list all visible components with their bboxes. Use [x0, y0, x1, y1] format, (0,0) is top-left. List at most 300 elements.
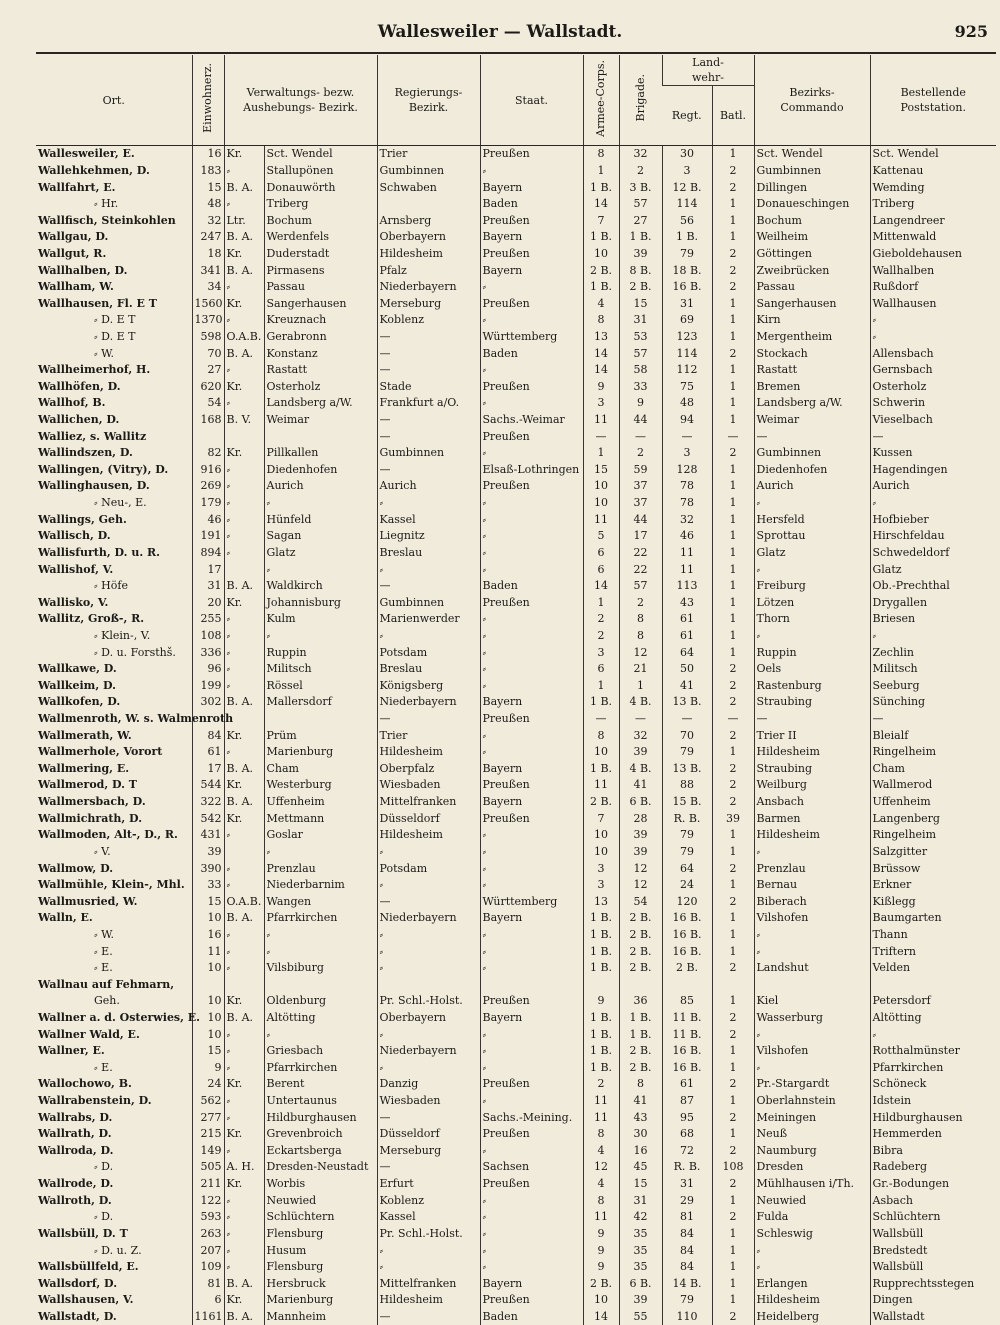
- cell-commando: Bernau: [754, 877, 870, 894]
- cell-regierung: Frankfurt a/O.: [377, 395, 480, 412]
- cell-bezirk: Militsch: [264, 661, 377, 678]
- cell-regierung: ⸗: [377, 1259, 480, 1276]
- cell-staat: ⸗: [480, 395, 583, 412]
- cell-batl: 1: [712, 379, 754, 396]
- cell-ort: ⸗ E.: [36, 943, 192, 960]
- cell-staat: Sachs.-Weimar: [480, 412, 583, 429]
- cell-ort: Wallrath, D.: [36, 1126, 192, 1143]
- cell-armee: 10: [583, 744, 619, 761]
- cell-einwohner: 199: [192, 678, 224, 695]
- cell-bezirk: Pirmasens: [264, 262, 377, 279]
- table-row: [36, 1192, 996, 1209]
- cell-regierung: ⸗: [377, 1242, 480, 1259]
- cell-regt: 3: [662, 163, 712, 180]
- cell-staat: Bayern: [480, 179, 583, 196]
- cell-ort: Wallmichrath, D.: [36, 810, 192, 827]
- cell-armee: 14: [583, 345, 619, 362]
- cell-regierung: Düsseldorf: [377, 1126, 480, 1143]
- cell-regierung: ⸗: [377, 877, 480, 894]
- cell-staat: Bayern: [480, 262, 583, 279]
- cell-regt: 3: [662, 445, 712, 462]
- cell-commando: Hildesheim: [754, 744, 870, 761]
- cell-bezirk: ⸗: [264, 927, 377, 944]
- cell-verwaltungstyp: ⸗: [224, 860, 264, 877]
- cell-regierung: Merseburg: [377, 1143, 480, 1160]
- cell-regt: 14 B.: [662, 1275, 712, 1292]
- cell-commando: Donaueschingen: [754, 196, 870, 213]
- table-row: [36, 495, 996, 512]
- cell-commando: Passau: [754, 279, 870, 296]
- cell-commando: —: [754, 711, 870, 728]
- cell-einwohner: 10: [192, 1026, 224, 1043]
- cell-bezirk: Landsberg a/W.: [264, 395, 377, 412]
- cell-commando: Rastenburg: [754, 678, 870, 695]
- cell-brigade: 2: [619, 445, 662, 462]
- table-row: [36, 379, 996, 396]
- cell-poststation: Briesen: [870, 611, 996, 628]
- cell-regt: 11: [662, 545, 712, 562]
- cell-bezirk: Glatz: [264, 545, 377, 562]
- cell-commando: Vilshofen: [754, 1043, 870, 1060]
- cell-bezirk: Gerabronn: [264, 329, 377, 346]
- cell-bezirk: Prüm: [264, 727, 377, 744]
- table-row: [36, 578, 996, 595]
- table-row: [36, 1126, 996, 1143]
- cell-commando: Ruppin: [754, 644, 870, 661]
- cell-regt: 48: [662, 395, 712, 412]
- cell-brigade: 17: [619, 528, 662, 545]
- cell-batl: 1: [712, 196, 754, 213]
- cell-brigade: 57: [619, 345, 662, 362]
- cell-regt: 16 B.: [662, 910, 712, 927]
- gazetteer-table: [36, 55, 996, 1325]
- cell-poststation: Bibra: [870, 1143, 996, 1160]
- cell-batl: 2: [712, 1026, 754, 1043]
- table-row: [36, 246, 996, 263]
- cell-bezirk: Konstanz: [264, 345, 377, 362]
- cell-einwohner: 336: [192, 644, 224, 661]
- header-regierung: Regierungs- Bezirk.: [377, 55, 480, 146]
- cell-verwaltungstyp: ⸗: [224, 744, 264, 761]
- cell-armee: 1 B.: [583, 179, 619, 196]
- cell-commando: ⸗: [754, 1060, 870, 1077]
- cell-verwaltungstyp: ⸗: [224, 1026, 264, 1043]
- cell-brigade: 1 B.: [619, 1026, 662, 1043]
- table-row: [36, 163, 996, 180]
- cell-verwaltungstyp: ⸗: [224, 528, 264, 545]
- cell-commando: —: [754, 428, 870, 445]
- cell-poststation: Triftern: [870, 943, 996, 960]
- cell-armee: 14: [583, 196, 619, 213]
- cell-staat: ⸗: [480, 1259, 583, 1276]
- cell-regt: 114: [662, 196, 712, 213]
- cell-armee: 1 B.: [583, 229, 619, 246]
- cell-regierung: Erfurt: [377, 1176, 480, 1193]
- cell-poststation: Salzgitter: [870, 844, 996, 861]
- cell-einwohner: 17: [192, 561, 224, 578]
- cell-ort: Wallshausen, V.: [36, 1292, 192, 1309]
- cell-brigade: 2 B.: [619, 943, 662, 960]
- cell-ort: Wallmerod, D. T: [36, 777, 192, 794]
- cell-einwohner: [192, 976, 224, 993]
- cell-verwaltungstyp: ⸗: [224, 644, 264, 661]
- cell-poststation: Ob.-Prechthal: [870, 578, 996, 595]
- cell-regt: 13 B.: [662, 761, 712, 778]
- table-row: [36, 1043, 996, 1060]
- cell-ort: Wallisfurth, D. u. R.: [36, 545, 192, 562]
- cell-verwaltungstyp: ⸗: [224, 678, 264, 695]
- cell-bezirk: Johannisburg: [264, 594, 377, 611]
- cell-batl: 1: [712, 312, 754, 329]
- cell-poststation: Osterholz: [870, 379, 996, 396]
- cell-regt: 87: [662, 1093, 712, 1110]
- cell-armee: 2 B.: [583, 794, 619, 811]
- cell-poststation: Wallsbüll: [870, 1259, 996, 1276]
- cell-poststation: Aurich: [870, 478, 996, 495]
- cell-bezirk: Untertaunus: [264, 1093, 377, 1110]
- cell-commando: Sangerhausen: [754, 295, 870, 312]
- cell-staat: Bayern: [480, 794, 583, 811]
- cell-armee: 3: [583, 860, 619, 877]
- cell-armee: 7: [583, 810, 619, 827]
- table-row: [36, 345, 996, 362]
- cell-verwaltungstyp: [224, 428, 264, 445]
- cell-armee: 3: [583, 395, 619, 412]
- table-row: [36, 960, 996, 977]
- cell-regt: 110: [662, 1309, 712, 1325]
- cell-armee: 8: [583, 146, 619, 163]
- cell-poststation: Petersdorf: [870, 993, 996, 1010]
- cell-verwaltungstyp: ⸗: [224, 1109, 264, 1126]
- cell-bezirk: Altötting: [264, 1010, 377, 1027]
- cell-regt: 56: [662, 212, 712, 229]
- table-row: [36, 844, 996, 861]
- cell-brigade: 1: [619, 678, 662, 695]
- cell-verwaltungstyp: ⸗: [224, 511, 264, 528]
- cell-einwohner: 598: [192, 329, 224, 346]
- cell-ort: ⸗ D.: [36, 1209, 192, 1226]
- cell-poststation: Rußdorf: [870, 279, 996, 296]
- cell-ort: Wallham, W.: [36, 279, 192, 296]
- cell-einwohner: 81: [192, 1275, 224, 1292]
- cell-regt: [662, 976, 712, 993]
- table-row: [36, 727, 996, 744]
- cell-regt: 78: [662, 478, 712, 495]
- cell-commando: Meiningen: [754, 1109, 870, 1126]
- cell-einwohner: 34: [192, 279, 224, 296]
- cell-regierung: Liegnitz: [377, 528, 480, 545]
- cell-batl: 1: [712, 295, 754, 312]
- cell-ort: Wallmerhole, Vorort: [36, 744, 192, 761]
- cell-einwohner: 215: [192, 1126, 224, 1143]
- cell-bezirk: ⸗: [264, 943, 377, 960]
- cell-regierung: —: [377, 893, 480, 910]
- cell-ort: Wallitz, Groß-, R.: [36, 611, 192, 628]
- cell-verwaltungstyp: Kr.: [224, 1176, 264, 1193]
- cell-armee: 13: [583, 329, 619, 346]
- cell-armee: 5: [583, 528, 619, 545]
- cell-ort: Wallmühle, Klein-, Mhl.: [36, 877, 192, 894]
- cell-einwohner: 620: [192, 379, 224, 396]
- cell-verwaltungstyp: ⸗: [224, 395, 264, 412]
- cell-regierung: Niederbayern: [377, 1043, 480, 1060]
- cell-einwohner: 894: [192, 545, 224, 562]
- cell-commando: Neuwied: [754, 1192, 870, 1209]
- cell-poststation: Bredstedt: [870, 1242, 996, 1259]
- table-row: [36, 445, 996, 462]
- table-row: [36, 1226, 996, 1243]
- cell-ort: Wallstadt, D.: [36, 1309, 192, 1325]
- cell-bezirk: Eckartsberga: [264, 1143, 377, 1160]
- cell-einwohner: 562: [192, 1093, 224, 1110]
- cell-brigade: 37: [619, 495, 662, 512]
- cell-bezirk: Niederbarnim: [264, 877, 377, 894]
- cell-verwaltungstyp: O.A.B.: [224, 893, 264, 910]
- table-row: [36, 1309, 996, 1325]
- cell-regt: 79: [662, 844, 712, 861]
- cell-ort: Wallsdorf, D.: [36, 1275, 192, 1292]
- cell-bezirk: Cham: [264, 761, 377, 778]
- cell-staat: Preußen: [480, 1292, 583, 1309]
- cell-einwohner: 54: [192, 395, 224, 412]
- table-row: [36, 478, 996, 495]
- cell-staat: ⸗: [480, 960, 583, 977]
- cell-brigade: 3 B.: [619, 179, 662, 196]
- cell-verwaltungstyp: Kr.: [224, 445, 264, 462]
- cell-commando: Vilshofen: [754, 910, 870, 927]
- cell-bezirk: ⸗: [264, 628, 377, 645]
- cell-commando: Mergentheim: [754, 329, 870, 346]
- cell-einwohner: 1560: [192, 295, 224, 312]
- cell-batl: 2: [712, 960, 754, 977]
- cell-staat: ⸗: [480, 611, 583, 628]
- cell-regt: 114: [662, 345, 712, 362]
- cell-poststation: Langenberg: [870, 810, 996, 827]
- cell-regierung: Hildesheim: [377, 246, 480, 263]
- cell-regt: 15 B.: [662, 794, 712, 811]
- cell-regierung: ⸗: [377, 943, 480, 960]
- cell-armee: 4: [583, 1143, 619, 1160]
- cell-einwohner: 33: [192, 877, 224, 894]
- cell-verwaltungstyp: ⸗: [224, 279, 264, 296]
- cell-bezirk: Waldkirch: [264, 578, 377, 595]
- cell-brigade: 4 B.: [619, 694, 662, 711]
- header-einwohner: [192, 55, 224, 146]
- cell-batl: 1: [712, 644, 754, 661]
- cell-batl: 1: [712, 545, 754, 562]
- cell-poststation: —: [870, 428, 996, 445]
- cell-poststation: Allensbach: [870, 345, 996, 362]
- cell-commando: Diedenhofen: [754, 462, 870, 479]
- cell-ort: Wallrabenstein, D.: [36, 1093, 192, 1110]
- cell-einwohner: 277: [192, 1109, 224, 1126]
- cell-commando: Hersfeld: [754, 511, 870, 528]
- cell-poststation: Drygallen: [870, 594, 996, 611]
- cell-brigade: 12: [619, 860, 662, 877]
- cell-batl: 2: [712, 694, 754, 711]
- cell-bezirk: Hünfeld: [264, 511, 377, 528]
- cell-verwaltungstyp: B. A.: [224, 794, 264, 811]
- cell-ort: Wallmoden, Alt-, D., R.: [36, 827, 192, 844]
- cell-staat: Preußen: [480, 594, 583, 611]
- cell-commando: Naumburg: [754, 1143, 870, 1160]
- cell-staat: Preußen: [480, 810, 583, 827]
- cell-commando: Trier II: [754, 727, 870, 744]
- cell-armee: 1 B.: [583, 960, 619, 977]
- cell-einwohner: 16: [192, 146, 224, 163]
- cell-einwohner: 1370: [192, 312, 224, 329]
- cell-verwaltungstyp: ⸗: [224, 1060, 264, 1077]
- cell-batl: 1: [712, 1192, 754, 1209]
- cell-regierung: Mittelfranken: [377, 794, 480, 811]
- cell-ort: ⸗ W.: [36, 345, 192, 362]
- cell-einwohner: 109: [192, 1259, 224, 1276]
- cell-regierung: Koblenz: [377, 312, 480, 329]
- cell-regierung: ⸗: [377, 844, 480, 861]
- cell-staat: ⸗: [480, 628, 583, 645]
- cell-batl: 1: [712, 229, 754, 246]
- cell-commando: Göttingen: [754, 246, 870, 263]
- cell-ort: ⸗ D. u. Forsthš.: [36, 644, 192, 661]
- cell-commando: Dillingen: [754, 179, 870, 196]
- cell-armee: 9: [583, 1242, 619, 1259]
- cell-batl: 1: [712, 212, 754, 229]
- cell-verwaltungstyp: Kr.: [224, 146, 264, 163]
- cell-brigade: 44: [619, 412, 662, 429]
- cell-regt: 84: [662, 1226, 712, 1243]
- cell-armee: 10: [583, 844, 619, 861]
- cell-armee: 4: [583, 295, 619, 312]
- header-landwehr: Land- wehr-: [662, 55, 754, 86]
- cell-verwaltungstyp: B. A.: [224, 229, 264, 246]
- cell-armee: 1 B.: [583, 279, 619, 296]
- table-row: [36, 146, 996, 163]
- cell-verwaltungstyp: Kr.: [224, 246, 264, 263]
- cell-ort: Wallkeim, D.: [36, 678, 192, 695]
- table-row: [36, 279, 996, 296]
- cell-verwaltungstyp: B. A.: [224, 910, 264, 927]
- cell-staat: Preußen: [480, 212, 583, 229]
- cell-brigade: 1 B.: [619, 1010, 662, 1027]
- cell-bezirk: Passau: [264, 279, 377, 296]
- cell-verwaltungstyp: ⸗: [224, 1192, 264, 1209]
- cell-batl: 1: [712, 362, 754, 379]
- cell-armee: 7: [583, 212, 619, 229]
- cell-brigade: 16: [619, 1143, 662, 1160]
- cell-staat: Preußen: [480, 379, 583, 396]
- cell-commando: Ansbach: [754, 794, 870, 811]
- cell-brigade: 58: [619, 362, 662, 379]
- cell-armee: 11: [583, 412, 619, 429]
- cell-bezirk: Pillkallen: [264, 445, 377, 462]
- cell-commando: Weilheim: [754, 229, 870, 246]
- cell-brigade: 21: [619, 661, 662, 678]
- cell-commando: Straubing: [754, 694, 870, 711]
- cell-regierung: Hildesheim: [377, 1292, 480, 1309]
- cell-staat: ⸗: [480, 927, 583, 944]
- table-row: [36, 794, 996, 811]
- cell-staat: Sachsen: [480, 1159, 583, 1176]
- table-row: [36, 1093, 996, 1110]
- table-row: [36, 877, 996, 894]
- table-row: [36, 744, 996, 761]
- cell-ort: Wallmusried, W.: [36, 893, 192, 910]
- cell-regt: 84: [662, 1242, 712, 1259]
- cell-einwohner: 431: [192, 827, 224, 844]
- cell-regierung: Arnsberg: [377, 212, 480, 229]
- cell-bezirk: Dresden-Neustadt: [264, 1159, 377, 1176]
- cell-regt: 68: [662, 1126, 712, 1143]
- cell-verwaltungstyp: Ltr.: [224, 212, 264, 229]
- cell-regt: 30: [662, 146, 712, 163]
- cell-brigade: 39: [619, 827, 662, 844]
- cell-verwaltungstyp: B. A.: [224, 1275, 264, 1292]
- cell-brigade: 12: [619, 644, 662, 661]
- cell-brigade: 35: [619, 1259, 662, 1276]
- cell-armee: 11: [583, 1209, 619, 1226]
- cell-armee: 10: [583, 246, 619, 263]
- cell-batl: 2: [712, 777, 754, 794]
- cell-poststation: Radeberg: [870, 1159, 996, 1176]
- table-row: [36, 561, 996, 578]
- cell-poststation: Schwedeldorf: [870, 545, 996, 562]
- cell-ort: Wallhof, B.: [36, 395, 192, 412]
- table-row: [36, 462, 996, 479]
- cell-brigade: 39: [619, 1292, 662, 1309]
- cell-verwaltungstyp: ⸗: [224, 1242, 264, 1259]
- cell-brigade: 15: [619, 1176, 662, 1193]
- cell-staat: ⸗: [480, 1242, 583, 1259]
- cell-einwohner: 916: [192, 462, 224, 479]
- cell-armee: 9: [583, 993, 619, 1010]
- cell-staat: ⸗: [480, 163, 583, 180]
- cell-staat: Baden: [480, 345, 583, 362]
- cell-armee: 6: [583, 545, 619, 562]
- cell-bezirk: Oldenburg: [264, 993, 377, 1010]
- cell-staat: ⸗: [480, 678, 583, 695]
- cell-staat: Preußen: [480, 246, 583, 263]
- cell-staat: Bayern: [480, 761, 583, 778]
- cell-regt: 11: [662, 561, 712, 578]
- cell-commando: Hildesheim: [754, 1292, 870, 1309]
- cell-regt: 112: [662, 362, 712, 379]
- cell-bezirk: Triberg: [264, 196, 377, 213]
- cell-brigade: 2: [619, 163, 662, 180]
- cell-armee: 3: [583, 877, 619, 894]
- cell-bezirk: Aurich: [264, 478, 377, 495]
- cell-regierung: —: [377, 345, 480, 362]
- table-row: [36, 412, 996, 429]
- cell-regierung: Gumbinnen: [377, 445, 480, 462]
- cell-bezirk: Rastatt: [264, 362, 377, 379]
- cell-commando: Bremen: [754, 379, 870, 396]
- cell-staat: ⸗: [480, 279, 583, 296]
- cell-bezirk: Duderstadt: [264, 246, 377, 263]
- cell-staat: Bayern: [480, 1010, 583, 1027]
- cell-bezirk: Sagan: [264, 528, 377, 545]
- header-regt: Regt.: [662, 86, 712, 146]
- cell-staat: Baden: [480, 196, 583, 213]
- cell-ort: ⸗ V.: [36, 844, 192, 861]
- cell-regierung: Pfalz: [377, 262, 480, 279]
- cell-poststation: Hildburghausen: [870, 1109, 996, 1126]
- cell-ort: Wallgut, R.: [36, 246, 192, 263]
- cell-regt: 79: [662, 246, 712, 263]
- cell-commando: Mühlhausen i/Th.: [754, 1176, 870, 1193]
- cell-batl: 2: [712, 179, 754, 196]
- cell-poststation: Vieselbach: [870, 412, 996, 429]
- cell-brigade: 8 B.: [619, 262, 662, 279]
